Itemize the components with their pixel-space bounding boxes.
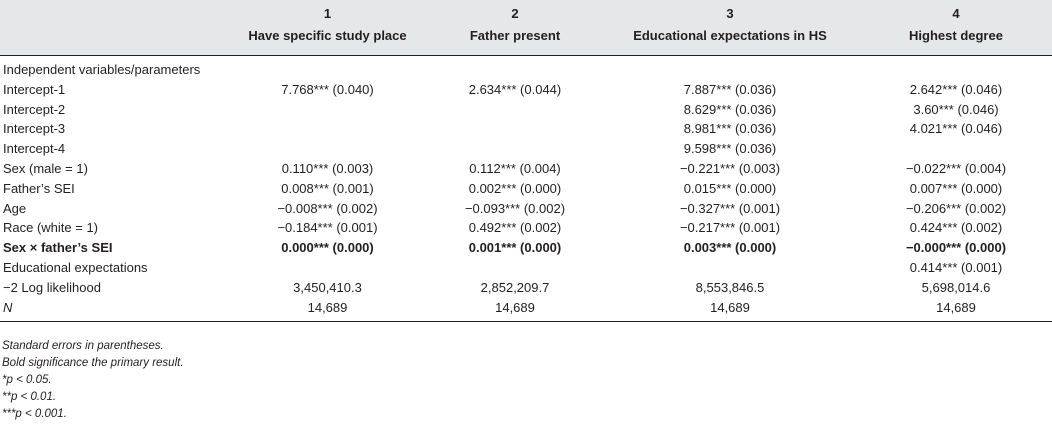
cell-col-3: 0.015*** (0.000) [683, 180, 777, 196]
table-row [0, 100, 1052, 120]
row-label: Sex (male = 1) [3, 160, 88, 176]
cell-col-4: −0.206*** (0.002) [905, 200, 1007, 216]
cell-col-1: 14,689 [225, 298, 430, 322]
cell-col-1 [225, 119, 430, 139]
cell-col-1: 7.768*** (0.040) [281, 81, 374, 97]
cell-col-4: −0.022*** (0.004) [905, 160, 1007, 176]
row-label: Educational expectations [3, 259, 148, 275]
table-row [0, 159, 1052, 179]
cell-col-4 [860, 56, 1052, 80]
cell-col-1 [225, 258, 430, 278]
cell-col-3: 14,689 [600, 298, 860, 322]
row-label: Intercept-3 [3, 121, 66, 137]
col-title-2: Father present [430, 23, 600, 56]
footnote: *p < 0.05. [2, 374, 52, 386]
col-title-3: Educational expectations in HS [600, 23, 860, 56]
row-label: Sex × father’s SEI [3, 240, 113, 256]
footnote: Standard errors in parentheses. [2, 340, 164, 352]
table-body [0, 56, 1052, 322]
cell-col-1 [225, 139, 430, 159]
table-row [0, 238, 1052, 258]
table-row [0, 278, 1052, 298]
cell-col-1: −0.184*** (0.001) [277, 220, 378, 236]
cell-col-2: 2.634*** (0.044) [468, 81, 562, 97]
cell-col-4: 3.60*** (0.046) [913, 101, 999, 117]
header-title-row [0, 23, 1052, 56]
row-label: Intercept-4 [3, 141, 66, 157]
cell-col-2: 2,852,209.7 [480, 279, 550, 295]
header-blank [0, 0, 225, 23]
cell-col-4: 2.642*** (0.046) [909, 81, 1003, 97]
cell-col-1: −0.008*** (0.002) [277, 200, 378, 216]
cell-col-2 [430, 258, 600, 278]
header-blank [0, 23, 225, 56]
row-label: Race (white = 1) [3, 220, 99, 236]
col-title-4: Highest degree [860, 23, 1052, 56]
cell-col-4: 5,698,014.6 [921, 279, 991, 295]
cell-col-2: 0.001*** (0.000) [468, 240, 562, 256]
cell-col-3: 8,553,846.5 [695, 279, 765, 295]
table-row [0, 298, 1052, 322]
col-number-4: 4 [860, 0, 1052, 23]
cell-col-2: 0.112*** (0.004) [469, 160, 561, 176]
cell-col-3: 8.981*** (0.036) [683, 121, 777, 137]
col-title-1: Have specific study place [225, 23, 430, 56]
footnote: ***p < 0.001. [2, 408, 67, 420]
table-row [0, 80, 1052, 100]
table-row [0, 119, 1052, 139]
cell-col-1: 0.000*** (0.000) [281, 240, 374, 256]
cell-col-1: 3,450,410.3 [293, 279, 362, 295]
table-header [0, 0, 1052, 56]
table-row [0, 258, 1052, 278]
row-label: Father’s SEI [3, 180, 75, 196]
cell-col-4: 0.007*** (0.000) [909, 180, 1003, 196]
cell-col-2: 0.492*** (0.002) [468, 220, 562, 236]
row-label: Intercept-1 [3, 81, 66, 97]
table-row [0, 199, 1052, 219]
cell-col-1: 0.110*** (0.003) [281, 160, 374, 176]
cell-col-3: 7.887*** (0.036) [683, 81, 777, 97]
table-row [0, 139, 1052, 159]
cell-col-3: −0.327*** (0.001) [679, 200, 781, 216]
cell-col-4: 0.414*** (0.001) [909, 259, 1003, 275]
table-row [0, 179, 1052, 199]
cell-col-1: 0.008*** (0.001) [281, 180, 374, 196]
row-label: −2 Log likelihood [3, 279, 101, 295]
cell-col-2 [430, 139, 600, 159]
cell-col-1 [225, 56, 430, 80]
cell-col-2: −0.093*** (0.002) [464, 200, 566, 216]
cell-col-3 [600, 258, 860, 278]
cell-col-4: −0.000*** (0.000) [905, 240, 1007, 256]
row-label: Independent variables/parameters [3, 62, 201, 77]
footnote: Bold significance the primary result. [2, 357, 184, 369]
cell-col-2: 14,689 [430, 298, 600, 322]
row-label: Intercept-2 [3, 101, 66, 117]
cell-col-3: 9.598*** (0.036) [683, 141, 777, 157]
col-number-3: 3 [600, 0, 860, 23]
header-number-row [0, 0, 1052, 23]
cell-col-4: 14,689 [860, 298, 1052, 322]
table-row [0, 56, 1052, 80]
cell-col-3: −0.221*** (0.003) [679, 160, 781, 176]
cell-col-3: 8.629*** (0.036) [683, 101, 777, 117]
cell-col-4: 0.424*** (0.002) [909, 220, 1003, 236]
footnote: **p < 0.01. [2, 391, 57, 403]
cell-col-2 [430, 100, 600, 120]
col-number-1: 1 [225, 0, 430, 23]
cell-col-4: 4.021*** (0.046) [909, 121, 1003, 137]
cell-col-3: −0.217*** (0.001) [679, 220, 781, 236]
row-label: N [0, 298, 225, 322]
row-label: Age [3, 200, 27, 216]
col-number-2: 2 [430, 0, 600, 23]
cell-col-3 [600, 56, 860, 80]
table-row [0, 218, 1052, 238]
cell-col-2 [430, 56, 600, 80]
cell-col-4 [860, 139, 1052, 159]
table-footnotes [2, 338, 184, 423]
cell-col-3: 0.003*** (0.000) [683, 240, 777, 256]
cell-col-1 [225, 100, 430, 120]
cell-col-2: 0.002*** (0.000) [468, 180, 562, 196]
cell-col-2 [430, 119, 600, 139]
